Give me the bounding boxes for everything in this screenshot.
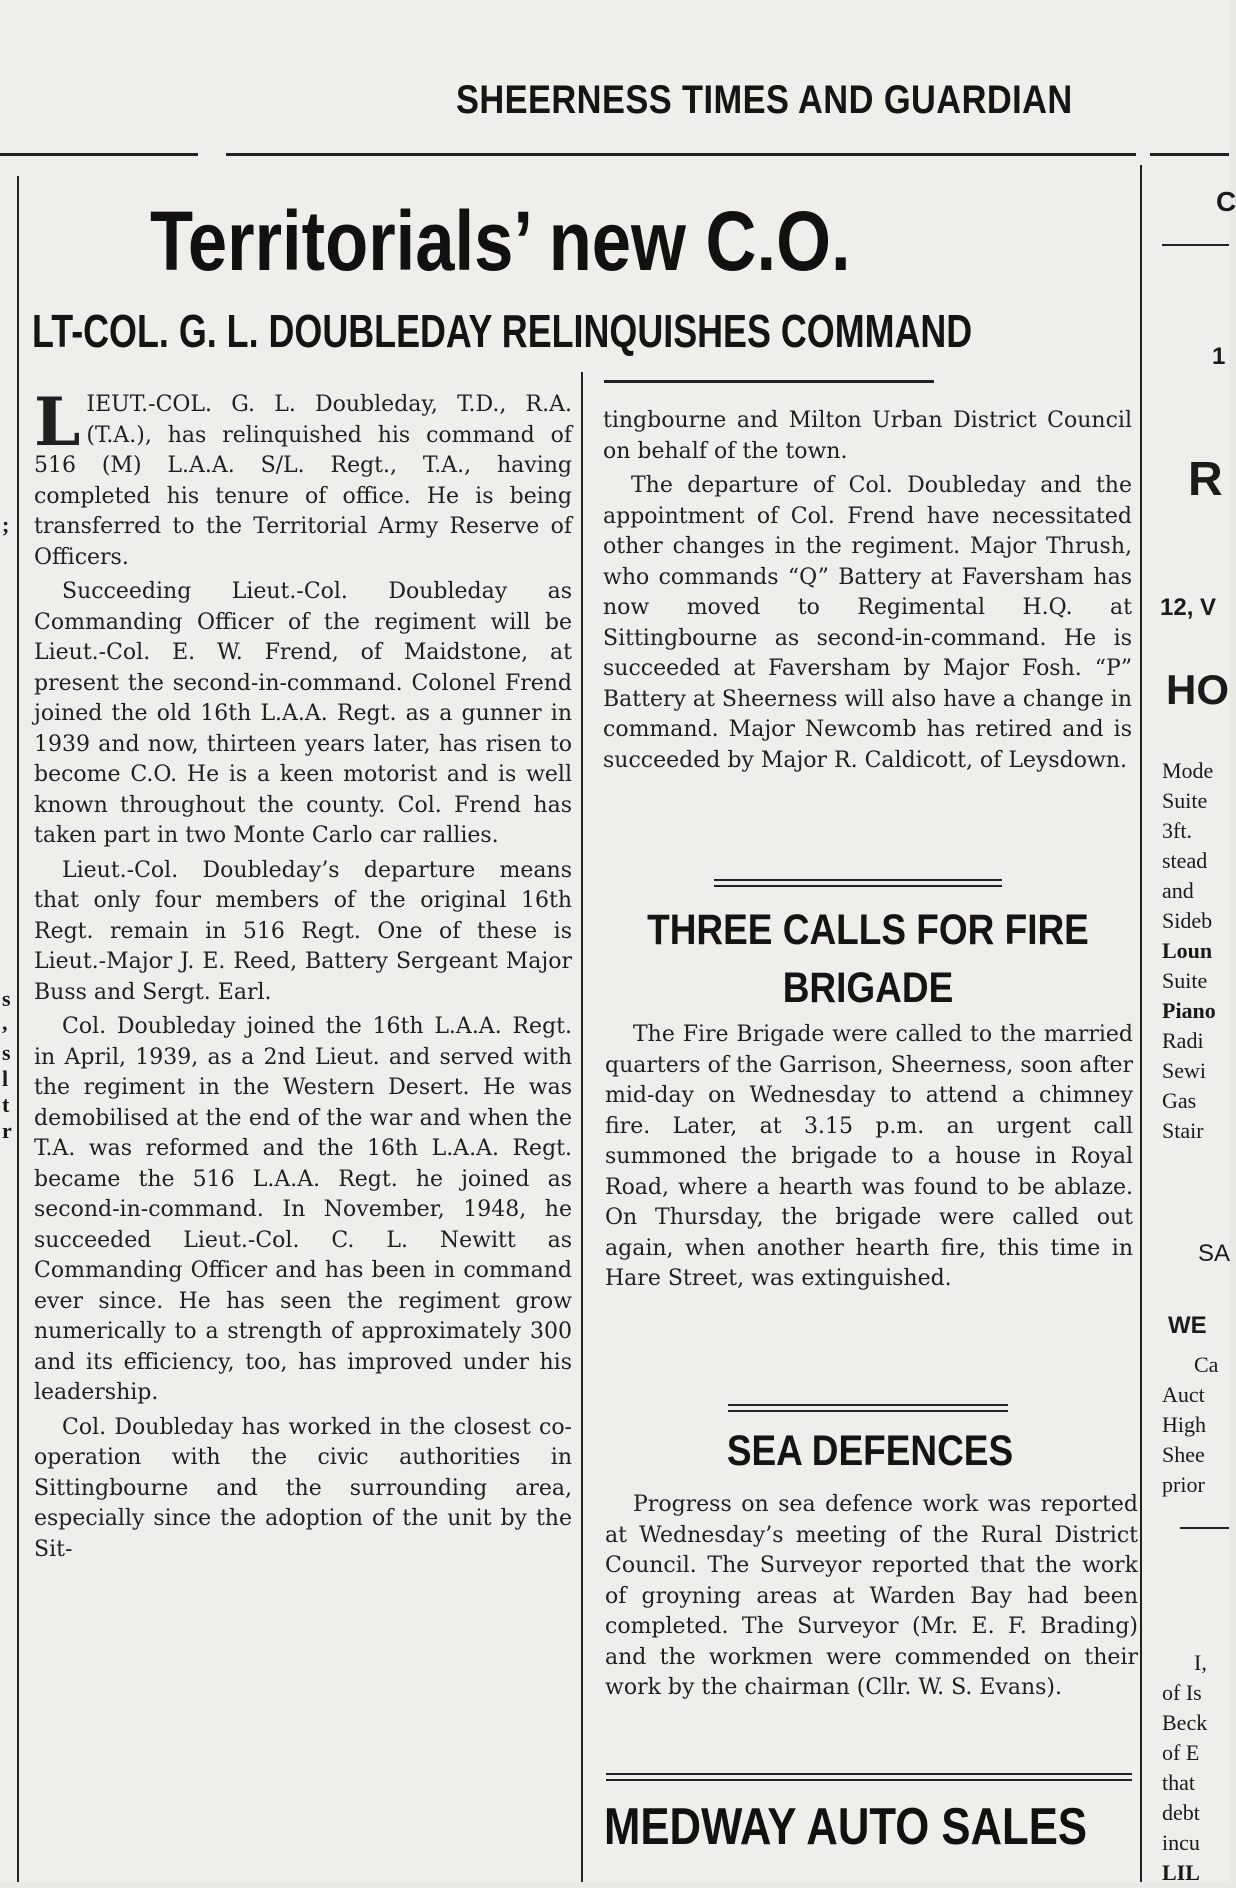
column-rule-left (17, 176, 19, 1882)
edge-heading: HO (1166, 666, 1229, 713)
article-paragraph: Progress on sea defence work was reported at Wednesday’s meeting of the Rural District Council. The Surveyor reported that the work of groyning areas at Warden Bay had been completed. The Surveyor (Mr. E. F. Brading) and the workmen were commended on their work by the chairman (Cllr. W. S. Evans). (605, 1492, 1138, 1700)
article-paragraph: Col. Doubleday has worked in the closest co-operation with the civic authorities in Sittingbourne and the surrounding area, especially since the adoption of the unit by the Sit- (34, 1414, 572, 1562)
edge-letter: ; (2, 512, 10, 537)
column-rule-middle (581, 372, 583, 1882)
headline: Territorials’ new C.O. (150, 194, 851, 288)
edge-list: Mode Suite 3ft. stead and Sideb Loun Suite Piano Radi Sewi Gas Stair (1162, 758, 1216, 1143)
article-paragraph: The departure of Col. Doubleday and the appointment of Col. Frend have necessitated other changes in the regiment. Major Thrush, who commands “Q” Battery at Faversham has now moved to Regimental H.Q. at Sittingbourne as second-in-command. He is succeeded at Faversham by Major Fosh. “P” Battery at Sheerness will also have a change in command. Major Newcomb has retired and is succeeded by Major R. Caldicott, of Leysdown. (603, 473, 1132, 773)
sea-defences-headline: SEA DEFENCES (726, 1427, 1014, 1475)
edge-text: 12, V (1160, 594, 1217, 621)
edge-letter: , (2, 1010, 8, 1035)
double-rule-top (606, 1773, 1132, 1775)
article-paragraph: The Fire Brigade were called to the married quarters of the Garrison, Sheerness, soon after mid-day on Wednesday to attend a chimney fire. Later, at 3.15 p.m. an urgent call summoned the brigade to a house in Royal Road, where a hearth was found to be ablaze. On Thursday, the brigade were called out again, when another hearth fire, this time in Hare Street, was extinguished. (605, 1022, 1133, 1291)
edge-letter: s (2, 1040, 11, 1065)
masthead-rule-edge (1150, 153, 1229, 156)
dropcap: L (34, 383, 81, 461)
edge-list: I, of Is Beck of E that debt incu LIL (1162, 1650, 1208, 1885)
edge-text: SA (1198, 1240, 1231, 1267)
column-rule-right (1140, 165, 1142, 1882)
edge-list: Ca Auct High Shee prior (1162, 1352, 1219, 1497)
double-rule-bottom (714, 885, 1002, 887)
masthead: SHEERNESS TIMES AND GUARDIAN (456, 78, 1073, 122)
article-paragraph: tingbourne and Milton Urban District Council on behalf of the town. (603, 408, 1132, 464)
masthead-rule-right (226, 153, 1136, 156)
edge-letter: C (1216, 186, 1236, 217)
main-article-column-1 (34, 383, 572, 1565)
edge-rule (1180, 1527, 1229, 1529)
edge-letter: t (2, 1092, 10, 1117)
masthead-rule-left (0, 153, 198, 156)
edge-heading: WE (1168, 1312, 1207, 1339)
fire-article-body (605, 1020, 1133, 1295)
sea-article-body (605, 1490, 1138, 1704)
edge-letter: 1 (1212, 343, 1226, 370)
edge-letter: r (2, 1118, 12, 1143)
edge-letter: l (2, 1066, 9, 1091)
article-paragraph: Col. Doubleday joined the 16th L.A.A. Regt. in April, 1939, as a 2nd Lieut. and served with the regiment in the Western Desert. He was demobilised at the end of the war and when the T.A. was reformed and the 16th L.A.A. Regt. became the 516 L.A.A. Regt. he joined as second-in-command. In November, 1948, he succeeded Lieut.-Col. C. L. Newitt as Commanding Officer and has been in command ever since. He has seen the regiment grow numerically to a strength of approximately 300 and its efficiency, too, has improved under his leadership. (34, 1014, 572, 1405)
section-divider (604, 380, 934, 383)
double-rule-bottom (606, 1779, 1132, 1781)
subheadline: LT-COL. G. L. DOUBLEDAY RELINQUISHES COMMAND (32, 305, 973, 357)
article-paragraph: Lieut.-Col. Doubleday’s departure means that only four members of the original 16th Regt. remain in 516 Regt. One of these is Lieut.-Major J. E. Reed, Battery Sergeant Major Buss and Sergt. Earl. (34, 857, 572, 1005)
edge-letter: R (1188, 453, 1223, 506)
double-rule-top (728, 1404, 1008, 1406)
article-paragraph: LIEUT.-COL. G. L. Doubleday, T.D., R.A. (T.A.), has relinquished his command of 516 (M) L.A.A. S/L. Regt., T.A., having completed his tenure of office. He is being transferred to the Territorial Army Reserve of Officers. (34, 383, 572, 570)
fire-brigade-headline: THREE CALLS FOR FIRE BRIGADE (647, 906, 1089, 1012)
double-rule-top (714, 879, 1002, 881)
advert-heading: MEDWAY AUTO SALES (604, 1798, 1087, 1856)
edge-rule (1162, 244, 1229, 246)
article-paragraph: Succeeding Lieut.-Col. Doubleday as Commanding Officer of the regiment will be Lieut.-Col. E. W. Frend, of Maidstone, at present the second-in-command. Colonel Frend joined the old 16th L.A.A. Regt. as a gunner in 1939 and now, thirteen years later, has risen to become C.O. He is a keen motorist and is well known throughout the county. Col. Frend has taken part in two Monte Carlo car rallies. (34, 579, 572, 848)
main-article-column-2 (603, 406, 1132, 776)
double-rule-bottom (728, 1410, 1008, 1412)
edge-letter: s (2, 986, 11, 1011)
